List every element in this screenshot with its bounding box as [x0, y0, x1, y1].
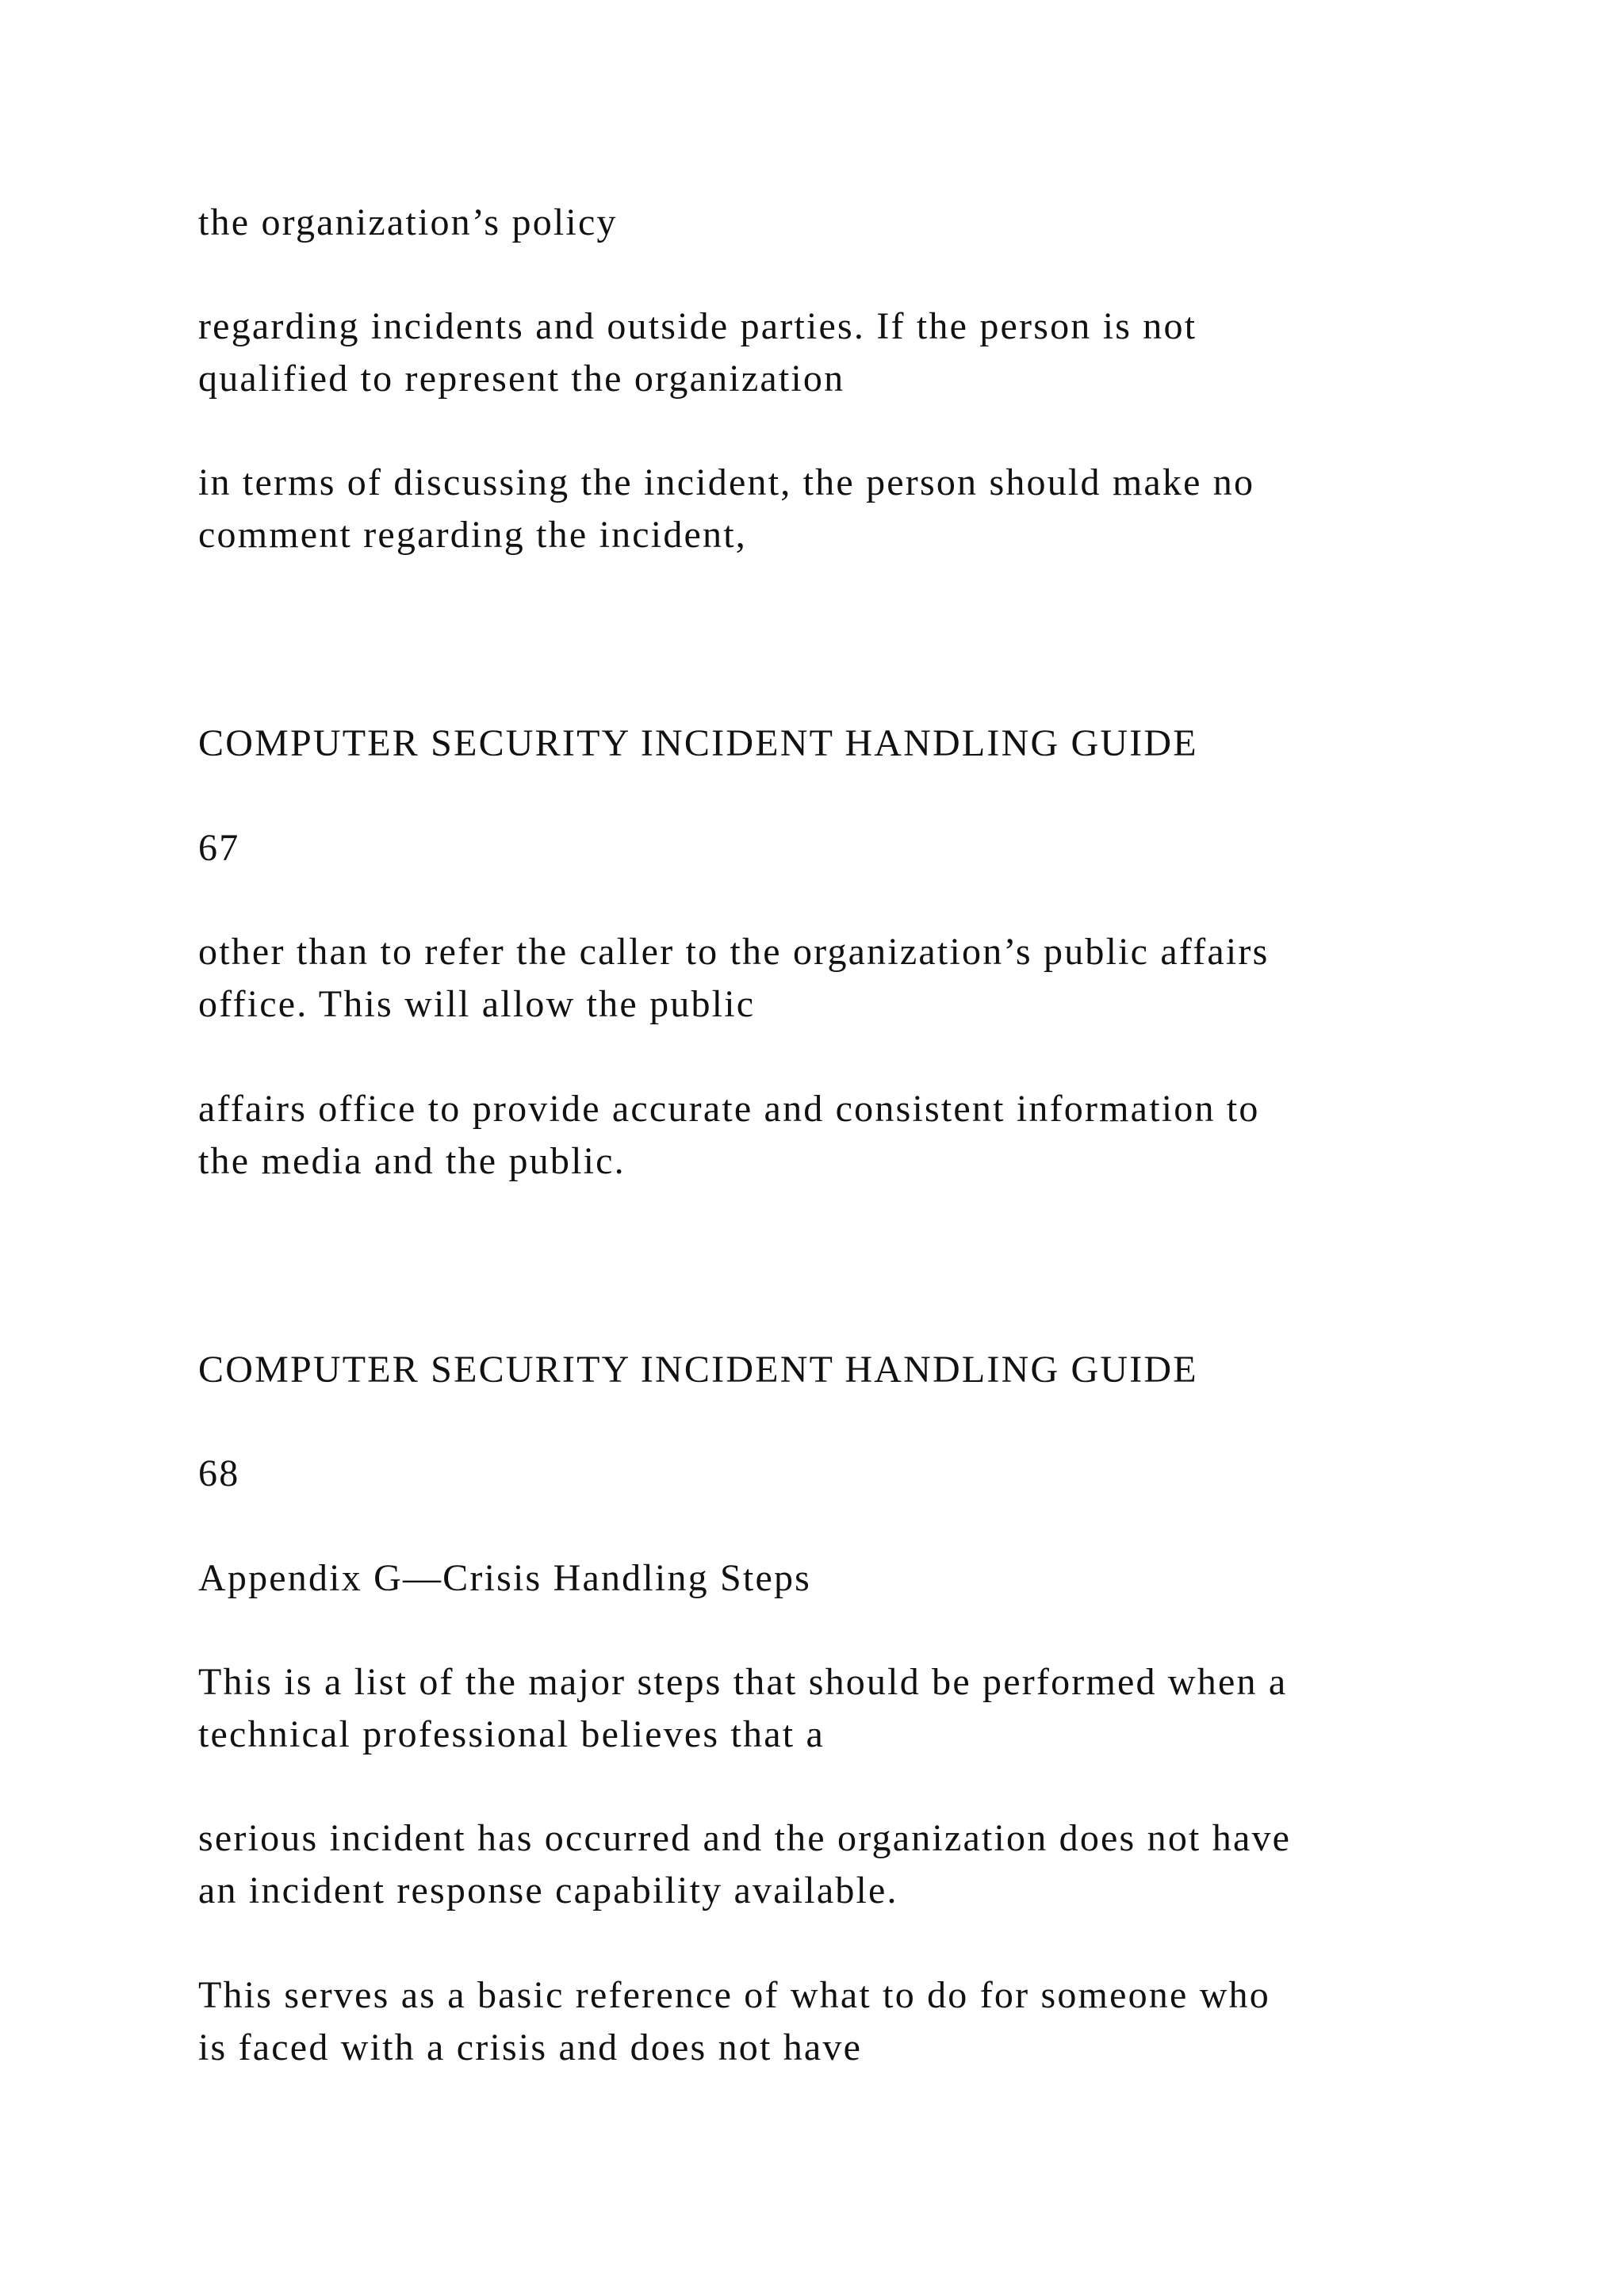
text-line: This serves as a basic reference of what to do for someone who — [198, 1974, 1270, 2016]
paragraph-major-steps — [198, 1656, 1483, 1761]
page-number — [198, 1448, 1483, 1500]
text-line: is faced with a crisis and does not have — [198, 2026, 863, 2068]
text-line: serious incident has occurred and the organization does not have — [198, 1817, 1292, 1859]
paragraph-media — [198, 1083, 1483, 1188]
text-line: COMPUTER SECURITY INCIDENT HANDLING GUIDE — [198, 1349, 1198, 1391]
text-line: an incident response capability available. — [198, 1869, 898, 1911]
text-line: qualified to represent the organization — [198, 358, 845, 400]
text-line: comment regarding the incident, — [198, 514, 747, 556]
appendix-heading — [198, 1552, 1483, 1605]
page-number — [198, 822, 1483, 874]
text-line: technical professional believes that a — [198, 1713, 825, 1755]
paragraph-basic-reference — [198, 1969, 1483, 2074]
text-line: COMPUTER SECURITY INCIDENT HANDLING GUIDE — [198, 722, 1198, 764]
text-line: regarding incidents and outside parties. If the person is not — [198, 305, 1197, 347]
text-line: the media and the public. — [198, 1140, 626, 1182]
text-line: Appendix G—Crisis Handling Steps — [198, 1557, 812, 1599]
paragraph-public-affairs — [198, 926, 1483, 1031]
paragraph-outside-parties — [198, 300, 1483, 405]
text-line: affairs office to provide accurate and consistent information to — [198, 1088, 1260, 1130]
text-line: 67 — [198, 827, 240, 869]
running-header — [198, 718, 1483, 770]
text-line: other than to refer the caller to the organization’s public affairs — [198, 931, 1270, 973]
text-line: 68 — [198, 1452, 240, 1494]
text-line: in terms of discussing the incident, the person should make no — [198, 461, 1255, 503]
text-line: the organization’s policy — [198, 201, 618, 243]
paragraph-serious-incident — [198, 1812, 1483, 1917]
paragraph-policy — [198, 197, 1483, 249]
running-header — [198, 1344, 1483, 1396]
text-line: This is a list of the major steps that should be performed when a — [198, 1661, 1288, 1703]
text-line: office. This will allow the public — [198, 983, 756, 1025]
paragraph-no-comment — [198, 457, 1483, 561]
